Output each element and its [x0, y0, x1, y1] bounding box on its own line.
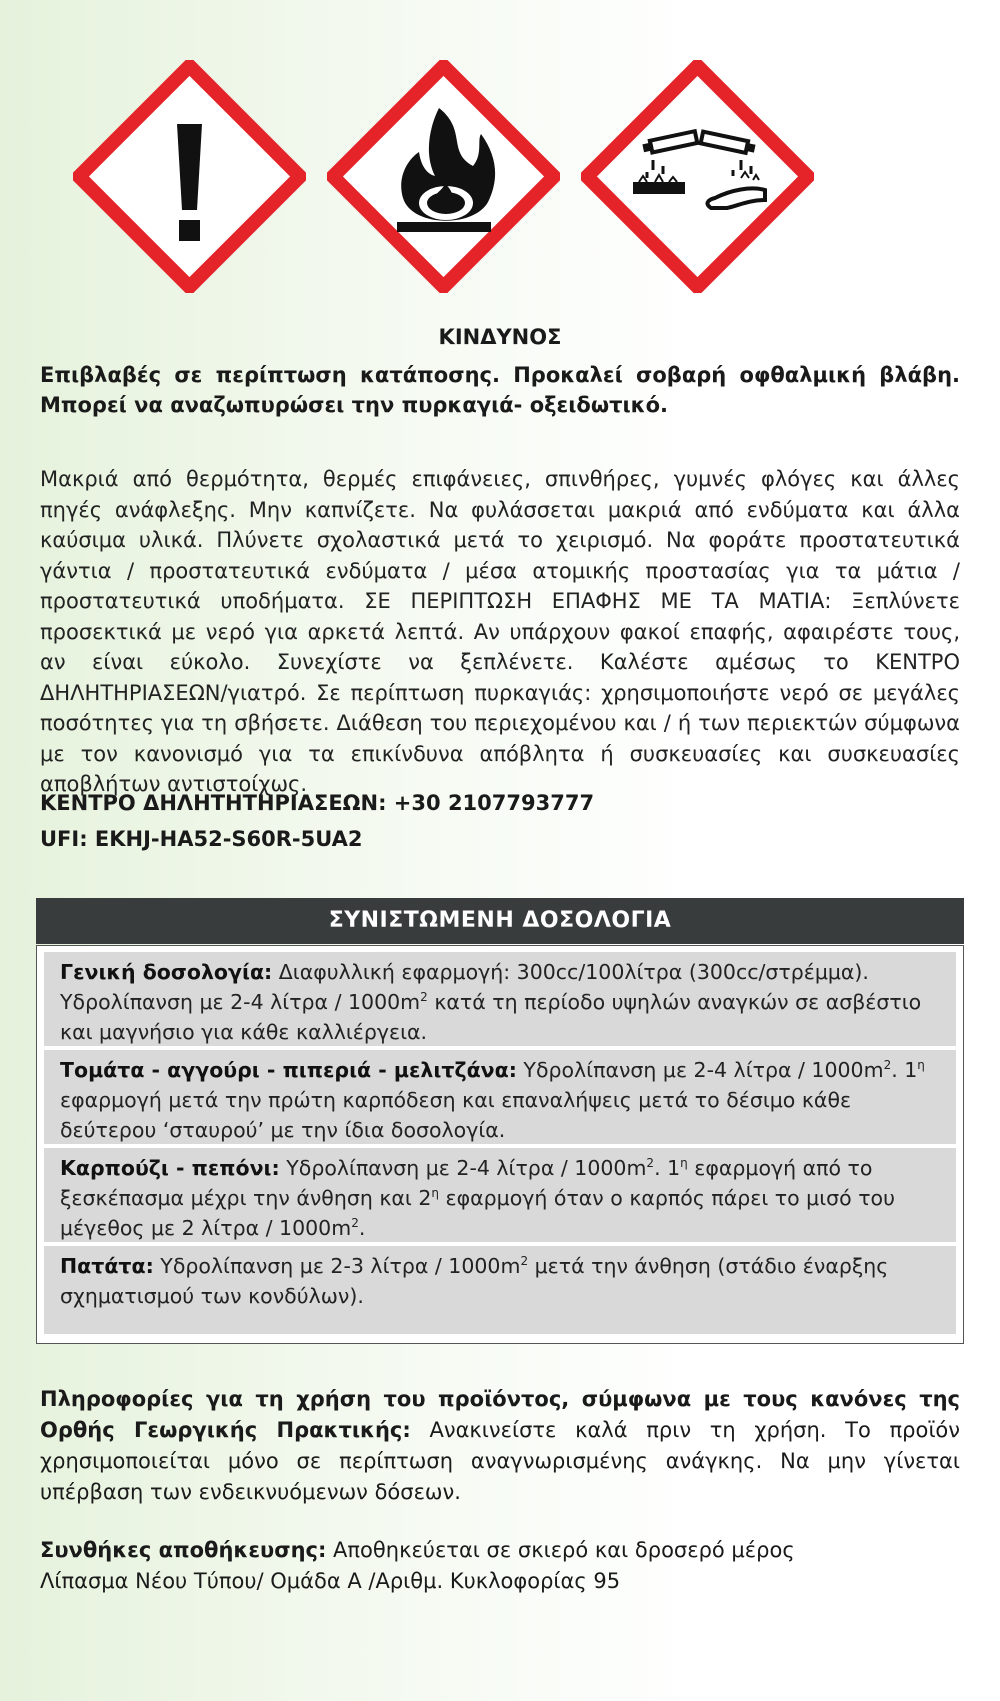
dosage-row-label: Γενική δοσολογία: — [60, 960, 273, 984]
corrosion-icon — [581, 60, 814, 293]
usage-information — [40, 1384, 960, 1508]
dosage-section-title: ΣΥΝΙΣΤΩΜΕΝΗ ΔΟΣΟΛΟΓΙΑ — [36, 898, 964, 944]
registration-number: Λίπασμα Νέου Τύπου/ Ομάδα Α /Αριθμ. Κυκλοφορίας 95 — [40, 1569, 621, 1593]
storage-text: Αποθηκεύεται σε σκιερό και δροσερό μέρος — [326, 1538, 795, 1562]
dosage-row-potato: Πατάτα: Υδρολίπανση με 2-3 λίτρα / $1000m^2$ μετά την άνθηση (στάδιο έναρξης σχηματισμού των κονδύλων). — [44, 1246, 956, 1334]
storage-conditions — [40, 1535, 960, 1597]
exclamation-mark-icon — [73, 60, 306, 293]
usage-info-label: Πληροφορίες για τη χρήση του προϊόντος, σύμφωνα με τους κανόνες της Ορθής Γεωργικής Πρακτικής: — [40, 1387, 960, 1442]
dosage-row-label: Καρπούζι - πεπόνι: — [60, 1156, 280, 1180]
usage-info-text: Ανακινείστε καλά πριν τη χρήση. Το προϊόν χρησιμοποιείται μόνο σε περίπτωση αναγνωρισμένης ανάγκης. Να μην γίνεται υπέρβαση των ενδεικνυόμενων δόσεων. — [40, 1418, 961, 1504]
hazard-pictograms — [0, 60, 1000, 335]
dosage-table — [36, 945, 964, 1344]
flame-over-circle-icon — [327, 60, 560, 293]
hazard-statement: Επιβλαβές σε περίπτωση κατάποσης. Προκαλεί σοβαρή οφθαλμική βλάβη. Μπορεί να αναζωπυρώσει την πυρκαγιά- οξειδωτικό. — [40, 363, 960, 417]
dosage-row-general: Γενική δοσολογία: Διαφυλλική εφαρμογή: 300cc/100λίτρα (300cc/στρέμμα). Υδρολίπανση με 2-4 λίτρα / $1000m^2$ κατά τη περίοδο υψηλών αναγκών σε ασβέστιο και μαγνήσιο για κάθε καλλιέργεια. — [44, 952, 956, 1046]
dosage-row-watermelon: Καρπούζι - πεπόνι: Υδρολίπανση με 2-4 λίτρα / $1000m^2$. $1^\eta$ εφαρμογή από το ξεσκέπασμα μέχρι την άνθηση και $2^\eta$ εφαρμογή όταν ο καρπός πάρει το μισό του μέγεθος με 2 λίτρα / $1000m^2$. — [44, 1148, 956, 1242]
storage-label: Συνθήκες αποθήκευσης: — [40, 1538, 327, 1562]
precautionary-statements: Μακριά από θερμότητα, θερμές επιφάνειες, σπινθήρες, γυμνές φλόγες και άλλες πηγές ανάφλεξης. Μην καπνίζετε. Να φυλάσσεται μακριά από ενδύματα και άλλα καύσιμα υλικά. Πλύνετε σχολαστικά μετά το χειρισμό. Να φοράτε προστατευτικά γάντια / προστατευτικά ενδύματα / μέσα ατομικής προστασίας για τα μάτια / προστατευτικά υποδήματα. ΣΕ ΠΕΡΙΠΤΩΣΗ ΕΠΑΦΗΣ ΜΕ ΤΑ ΜΑΤΙΑ: Ξεπλύνετε προσεκτικά με νερό για αρκετά λεπτά. Αν υπάρχουν φακοί επαφής, αφαιρέστε τους, αν είναι εύκολο. Συνεχίστε να ξεπλένετε. Καλέστε αμέσως το ΚΕΝΤΡΟ ΔΗΛΗΤΗΡΙΑΣΕΩΝ/γιατρό. Σε περίπτωση πυρκαγιάς: χρησιμοποιήστε νερό σε μεγάλες ποσότητες για τη σβήσετε. Διάθεση του περιεχομένου και / ή των περιεκτών σύμφωνα με τον κανονισμό για τα επικίνδυνα απόβλητα ή συσκευασίες και συσκευασίες αποβλήτων αντιστοίχως. — [40, 467, 960, 796]
dosage-row-label: Πατάτα: — [60, 1254, 154, 1278]
signal-word: ΚΙΝΔΥΝΟΣ — [438, 325, 562, 349]
dosage-row-label: Τομάτα - αγγούρι - πιπεριά - μελιτζάνα: — [60, 1058, 517, 1082]
ufi-code: UFI: EKHJ-HA52-S60R-5UA2 — [40, 827, 363, 851]
poison-center-contact: ΚΕΝΤΡΟ ΔΗΛΗΤΗΤΗΡΙΑΣΕΩΝ: +30 2107793777 — [40, 791, 595, 815]
dosage-row-tomato: Τομάτα - αγγούρι - πιπεριά - μελιτζάνα: Υδρολίπανση με 2-4 λίτρα / $1000m^2$. $1^\eta$ εφαρμογή μετά την πρώτη καρπόδεση και επαναλήψεις μετά το δέσιμο κάθε δεύτερου ‘σταυρού’ με την ίδια δοσολογία. — [44, 1050, 956, 1144]
